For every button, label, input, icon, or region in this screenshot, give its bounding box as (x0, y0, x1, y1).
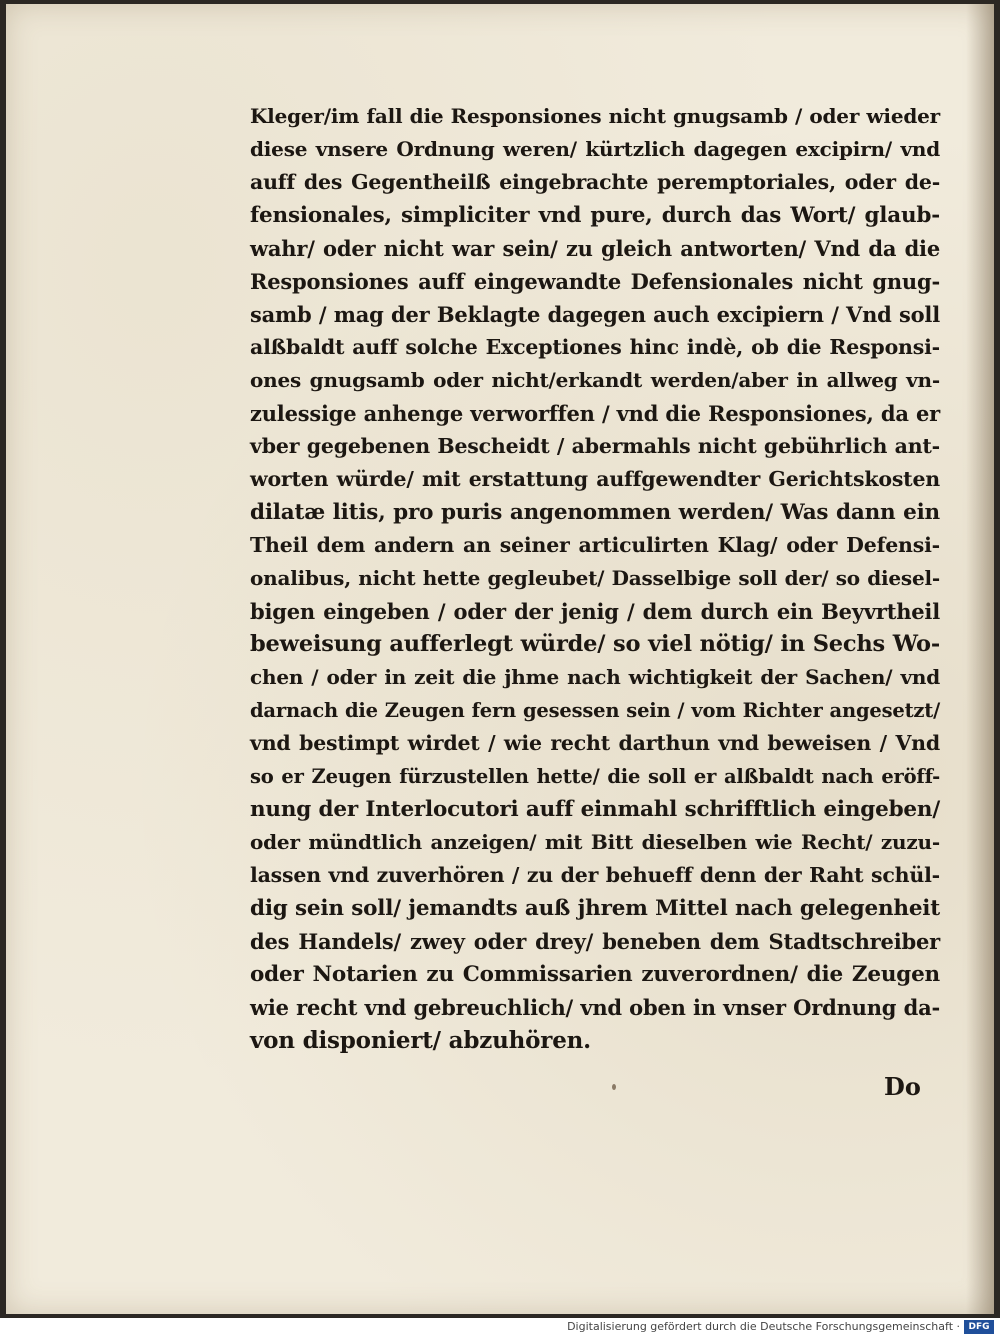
text-line: nung der Interlocutori auff einmahl schrifftlich eingeben/ (250, 797, 940, 822)
text-line: diese vnsere Ordnung weren/ kürtzlich dagegen excipirn/ vnd (250, 137, 940, 161)
text-line: bigen eingeben / oder der jenig / dem durch ein Beyvrtheil (250, 599, 940, 624)
text-line: dilatæ litis, pro puris angenommen werden/ Was dann ein (250, 500, 940, 525)
text-line: wie recht vnd gebreuchlich/ vnd oben in vnser Ordnung da- (250, 995, 940, 1020)
text-line: zulessige anhenge verworffen / vnd die Responsiones, da er (250, 401, 940, 426)
text-line: fensionales, simpliciter vnd pure, durch das Wort/ glaub- (250, 203, 940, 228)
text-line: darnach die Zeugen fern gesessen sein / vom Richter angesetzt/ (250, 699, 940, 722)
ink-speck (612, 1084, 616, 1090)
text-line: worten würde/ mit erstattung auffgewendter Gerichtskosten (250, 467, 940, 491)
text-line: des Handels/ zwey oder drey/ beneben dem Stadtschreiber (250, 929, 940, 954)
text-line: vnd bestimpt wirdet / wie recht darthun vnd beweisen / Vnd (250, 731, 940, 755)
text-line: ones gnugsamb oder nicht/erkandt werden/aber in allweg vn- (250, 368, 940, 392)
dfg-logo-icon: DFG (964, 1320, 994, 1334)
text-line: von disponiert/ abzuhören. (250, 1027, 591, 1054)
text-line: lassen vnd zuverhören / zu der behueff denn der Raht schül- (250, 863, 940, 887)
text-line: chen / oder in zeit die jhme nach wichtigkeit der Sachen/ vnd (250, 665, 940, 689)
page-text (250, 100, 940, 1057)
text-line: Theil dem andern an seiner articulirten Klag/ oder Defensi- (250, 533, 940, 557)
text-line: so er Zeugen fürzustellen hette/ die soll er alßbaldt nach eröff- (250, 765, 940, 788)
footer-bar (0, 1318, 1000, 1337)
text-line: onalibus, nicht hette gegleubet/ Dasselbige soll der/ so diesel- (250, 566, 940, 590)
text-line: beweisung aufferlegt würde/ so viel nötig/ in Sechs Wo- (250, 631, 940, 657)
text-line: wahr/ oder nicht war sein/ zu gleich antworten/ Vnd da die (250, 236, 940, 261)
text-line: oder mündtlich anzeigen/ mit Bitt dieselben wie Recht/ zuzu- (250, 830, 940, 854)
text-line: samb / mag der Beklagte dagegen auch excipiern / Vnd soll (250, 302, 940, 327)
catchword: Do (884, 1072, 921, 1101)
book-page (6, 4, 994, 1314)
text-line: alßbaldt auff solche Exceptiones hinc indè, ob die Responsi- (250, 335, 940, 359)
text-line: Responsiones auff eingewandte Defensionales nicht gnug- (250, 269, 940, 294)
text-line: auff des Gegentheilß eingebrachte peremptoriales, oder de- (250, 170, 940, 194)
text-line: vber gegebenen Bescheidt / abermahls nicht gebührlich ant- (250, 434, 940, 458)
funding-notice: Digitalisierung gefördert durch die Deutsche Forschungsgemeinschaft · (567, 1320, 960, 1333)
text-line: Kleger/im fall die Responsiones nicht gnugsamb / oder wieder (250, 104, 940, 128)
text-line: dig sein soll/ jemandts auß jhrem Mittel nach gelegenheit (250, 896, 940, 921)
text-line: oder Notarien zu Commissarien zuverordnen/ die Zeugen (250, 962, 940, 987)
